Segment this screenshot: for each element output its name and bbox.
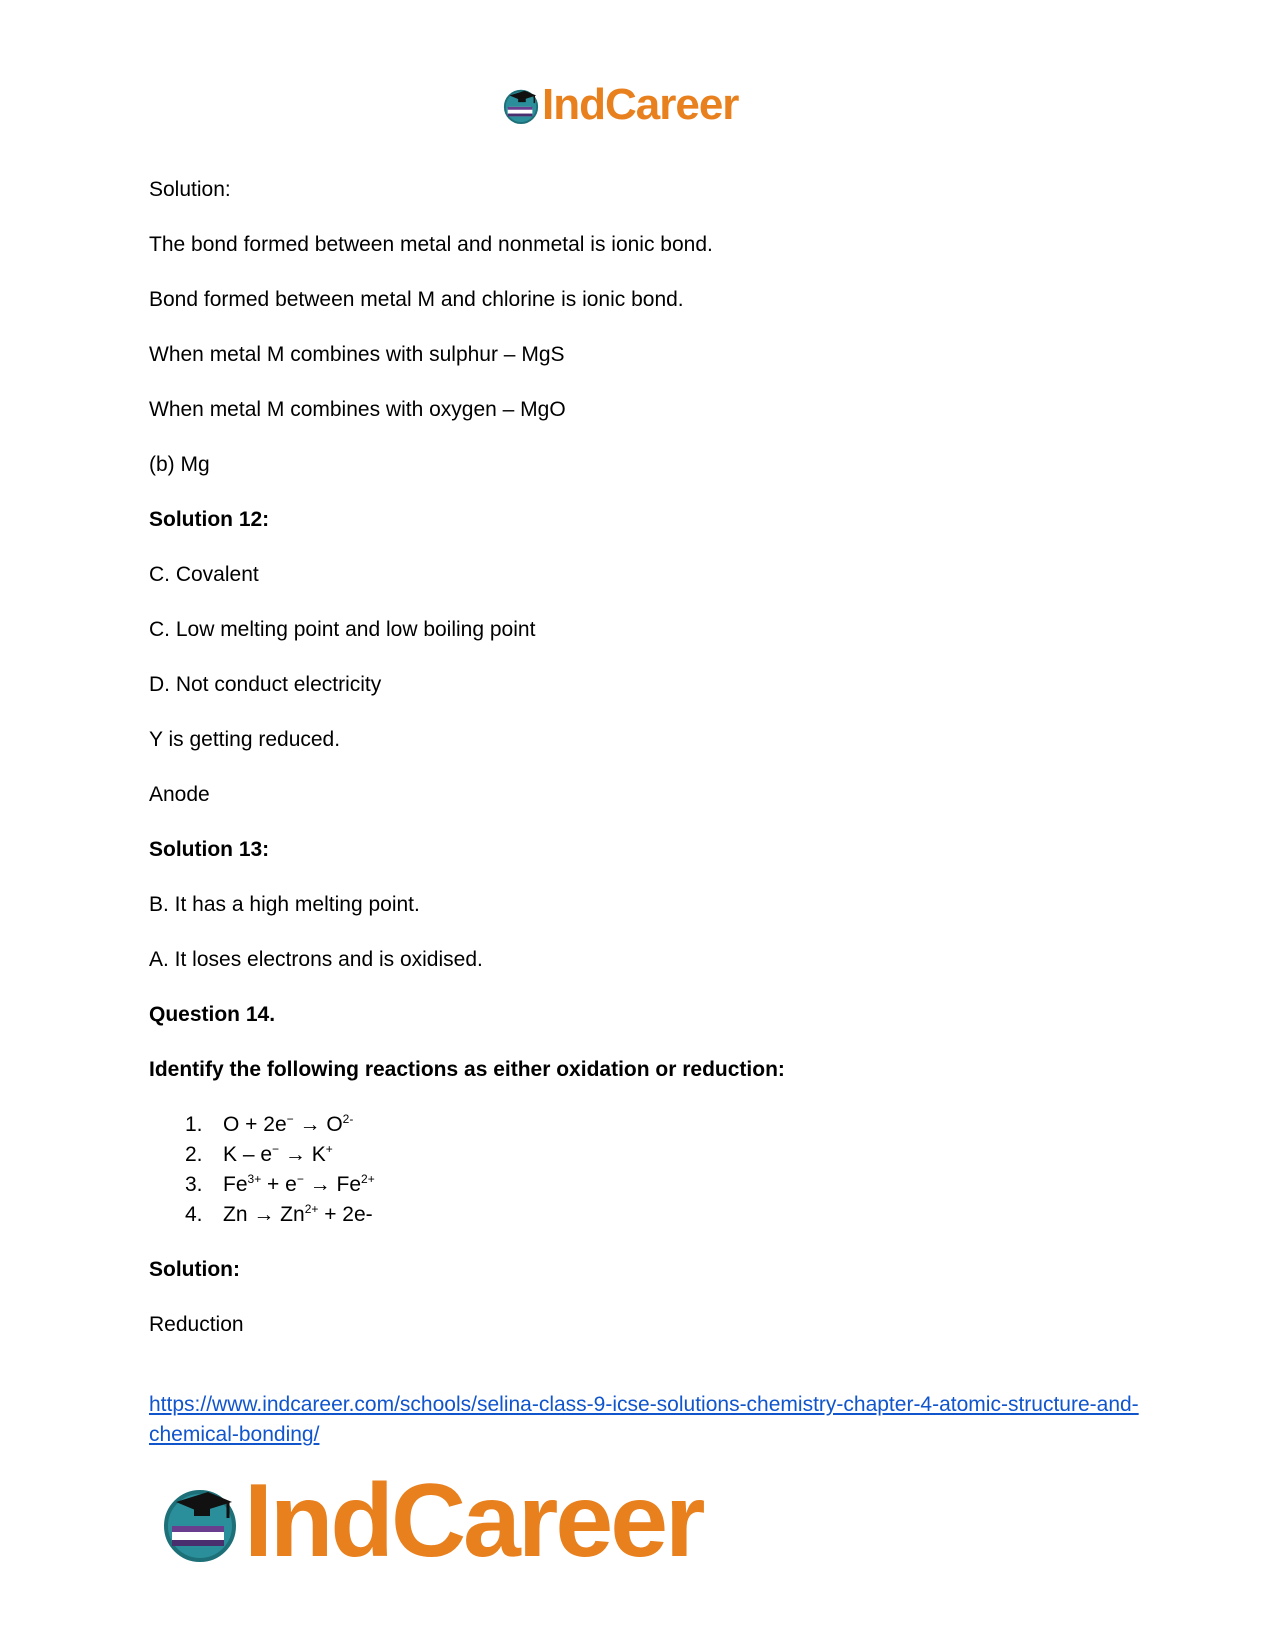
paragraph: Reduction	[149, 1313, 244, 1336]
brand-logo-text: IndCareer	[542, 80, 739, 129]
list-item: 1. $O + 2e^- \to O^{2-}$	[185, 1112, 354, 1136]
footer-logo	[160, 1462, 703, 1581]
document-body	[149, 175, 1129, 1365]
reaction-list	[149, 1110, 1129, 1230]
list-item: 4. $Zn \to Zn^{2+} + 2e-$	[185, 1202, 373, 1226]
source-link[interactable]: https://www.indcareer.com/schools/selina-class-9-icse-solutions-chemistry-chapter-4-atomic-structure-and-chemical-bonding/	[149, 1393, 1139, 1446]
list-item: 3. $Fe^{3+} + e^- \to Fe^{2+}$	[185, 1172, 375, 1196]
paragraph: C. Low melting point and low boiling point	[149, 618, 536, 641]
paragraph: C. Covalent	[149, 563, 259, 586]
graduation-book-icon	[160, 1480, 240, 1564]
paragraph: D. Not conduct electricity	[149, 673, 382, 696]
list-item: 2. K – e− → K+	[185, 1142, 333, 1166]
paragraph: When metal M combines with sulphur – MgS	[149, 343, 565, 366]
section-heading: Solution 13:	[149, 838, 270, 861]
brand-logo-text: IndCareer	[244, 1463, 703, 1579]
question-text: Identify the following reactions as either oxidation or reduction:	[149, 1058, 785, 1081]
paragraph: B. It has a high melting point.	[149, 893, 420, 916]
paragraph: The bond formed between metal and nonmetal is ionic bond.	[149, 233, 713, 256]
paragraph: When metal M combines with oxygen – MgO	[149, 398, 566, 421]
section-heading: Solution:	[149, 1258, 240, 1281]
paragraph: Bond formed between metal M and chlorine is ionic bond.	[149, 288, 684, 311]
graduation-book-icon	[502, 85, 540, 125]
paragraph: Y is getting reduced.	[149, 728, 341, 751]
paragraph: Anode	[149, 783, 210, 806]
question-heading: Question 14.	[149, 1003, 276, 1026]
paragraph: (b) Mg	[149, 453, 210, 476]
paragraph: Solution:	[149, 178, 231, 201]
section-heading: Solution 12:	[149, 508, 270, 531]
header-logo	[502, 80, 738, 130]
paragraph: A. It loses electrons and is oxidised.	[149, 948, 483, 971]
